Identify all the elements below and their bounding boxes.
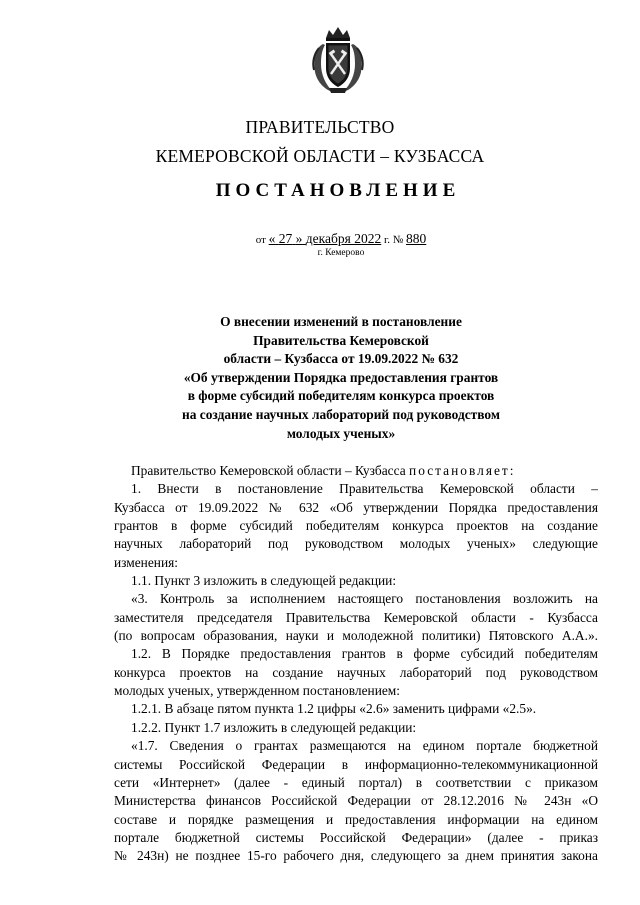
body-line: 1.2. В Порядке предоставления грантов в форме субсидий победителям bbox=[131, 646, 598, 662]
date-year-suffix: г. bbox=[383, 234, 390, 246]
number-sign: № bbox=[392, 234, 404, 246]
document-number: 880 bbox=[406, 231, 427, 246]
body-line: 1.2.2. Пункт 1.7 изложить в следующей редакции: bbox=[131, 719, 417, 735]
document-body bbox=[114, 462, 598, 866]
body-line: заместителя председателя Правительства Кемеровской области - Кузбасса bbox=[114, 609, 598, 625]
body-line: грантов в форме субсидий победителям конкурса проектов на создание bbox=[114, 518, 598, 534]
date-prefix: от bbox=[255, 234, 266, 246]
body-line: (по вопросам образования, науки и молодежной политики) Пятовского А.А.». bbox=[114, 628, 598, 644]
body-line: сети «Интернет» (далее - единый портал) в соответствии с приказом bbox=[114, 774, 598, 790]
document-dateline bbox=[0, 231, 640, 247]
document-subject bbox=[0, 313, 640, 443]
body-line: «1.7. Сведения о грантах размещаются на едином портале бюджетной bbox=[131, 738, 598, 754]
body-line: портале бюджетной системы Российской Федерации» (далее - приказ bbox=[114, 829, 598, 845]
subject-line: «Об утверждении Порядка предоставления грантов bbox=[183, 369, 499, 385]
document-city: г. Кемерово bbox=[317, 248, 365, 258]
body-line: Кузбасса от 19.09.2022 № 632 «Об утверждении Порядка предоставления bbox=[114, 499, 598, 515]
body-line: системы Российской Федерации в информационно-телекоммуникационной bbox=[114, 756, 598, 772]
kuzbass-coat-of-arms-icon bbox=[309, 24, 367, 96]
subject-line: О внесении изменений в постановление bbox=[220, 314, 462, 329]
subject-line: Правительства Кемеровской bbox=[253, 332, 429, 348]
body-intro: Правительство Кемеровской области – Кузбасса постановляет: bbox=[131, 463, 516, 478]
body-line: конкурса проектов на создание научных лабораторий под руководством bbox=[114, 664, 598, 680]
document-type-title: ПОСТАНОВЛЕНИЕ bbox=[215, 180, 461, 201]
body-line: 1.2.1. В абзаце пятом пункта 1.2 цифры «2.6» заменить цифрами «2.5». bbox=[131, 701, 537, 717]
body-line: № 243н) не позднее 15-го рабочего дня, следующего за днем принятия закона bbox=[114, 848, 598, 864]
body-line: Министерства финансов Российской Федерации от 28.12.2016 № 243н «О bbox=[114, 793, 598, 809]
government-name-line2: КЕМЕРОВСКОЙ ОБЛАСТИ – КУЗБАССА bbox=[155, 146, 485, 166]
subject-line: в форме субсидий победителям конкурса проектов bbox=[187, 388, 495, 404]
body-line: составе и порядке размещения и предоставления информации на едином bbox=[114, 811, 598, 827]
subject-line: молодых ученых» bbox=[286, 425, 396, 441]
body-line: научных лабораторий под руководством молодых ученых» следующие bbox=[114, 536, 598, 552]
date-value: « 27 » декабря 2022 bbox=[268, 231, 382, 246]
body-line: изменения: bbox=[114, 554, 179, 570]
subject-line: области – Кузбасса от 19.09.2022 № 632 bbox=[223, 351, 459, 367]
body-line: молодых ученых, утвержденном постановлением: bbox=[114, 683, 400, 699]
body-line: «3. Контроль за исполнением настоящего постановления возложить на bbox=[131, 591, 598, 607]
body-line: 1.1. Пункт 3 изложить в следующей редакции: bbox=[131, 573, 397, 589]
government-name-line1: ПРАВИТЕЛЬСТВО bbox=[245, 117, 395, 137]
body-line: 1. Внести в постановление Правительства Кемеровской области – bbox=[131, 481, 598, 497]
subject-line: на создание научных лабораторий под руководством bbox=[182, 406, 500, 422]
